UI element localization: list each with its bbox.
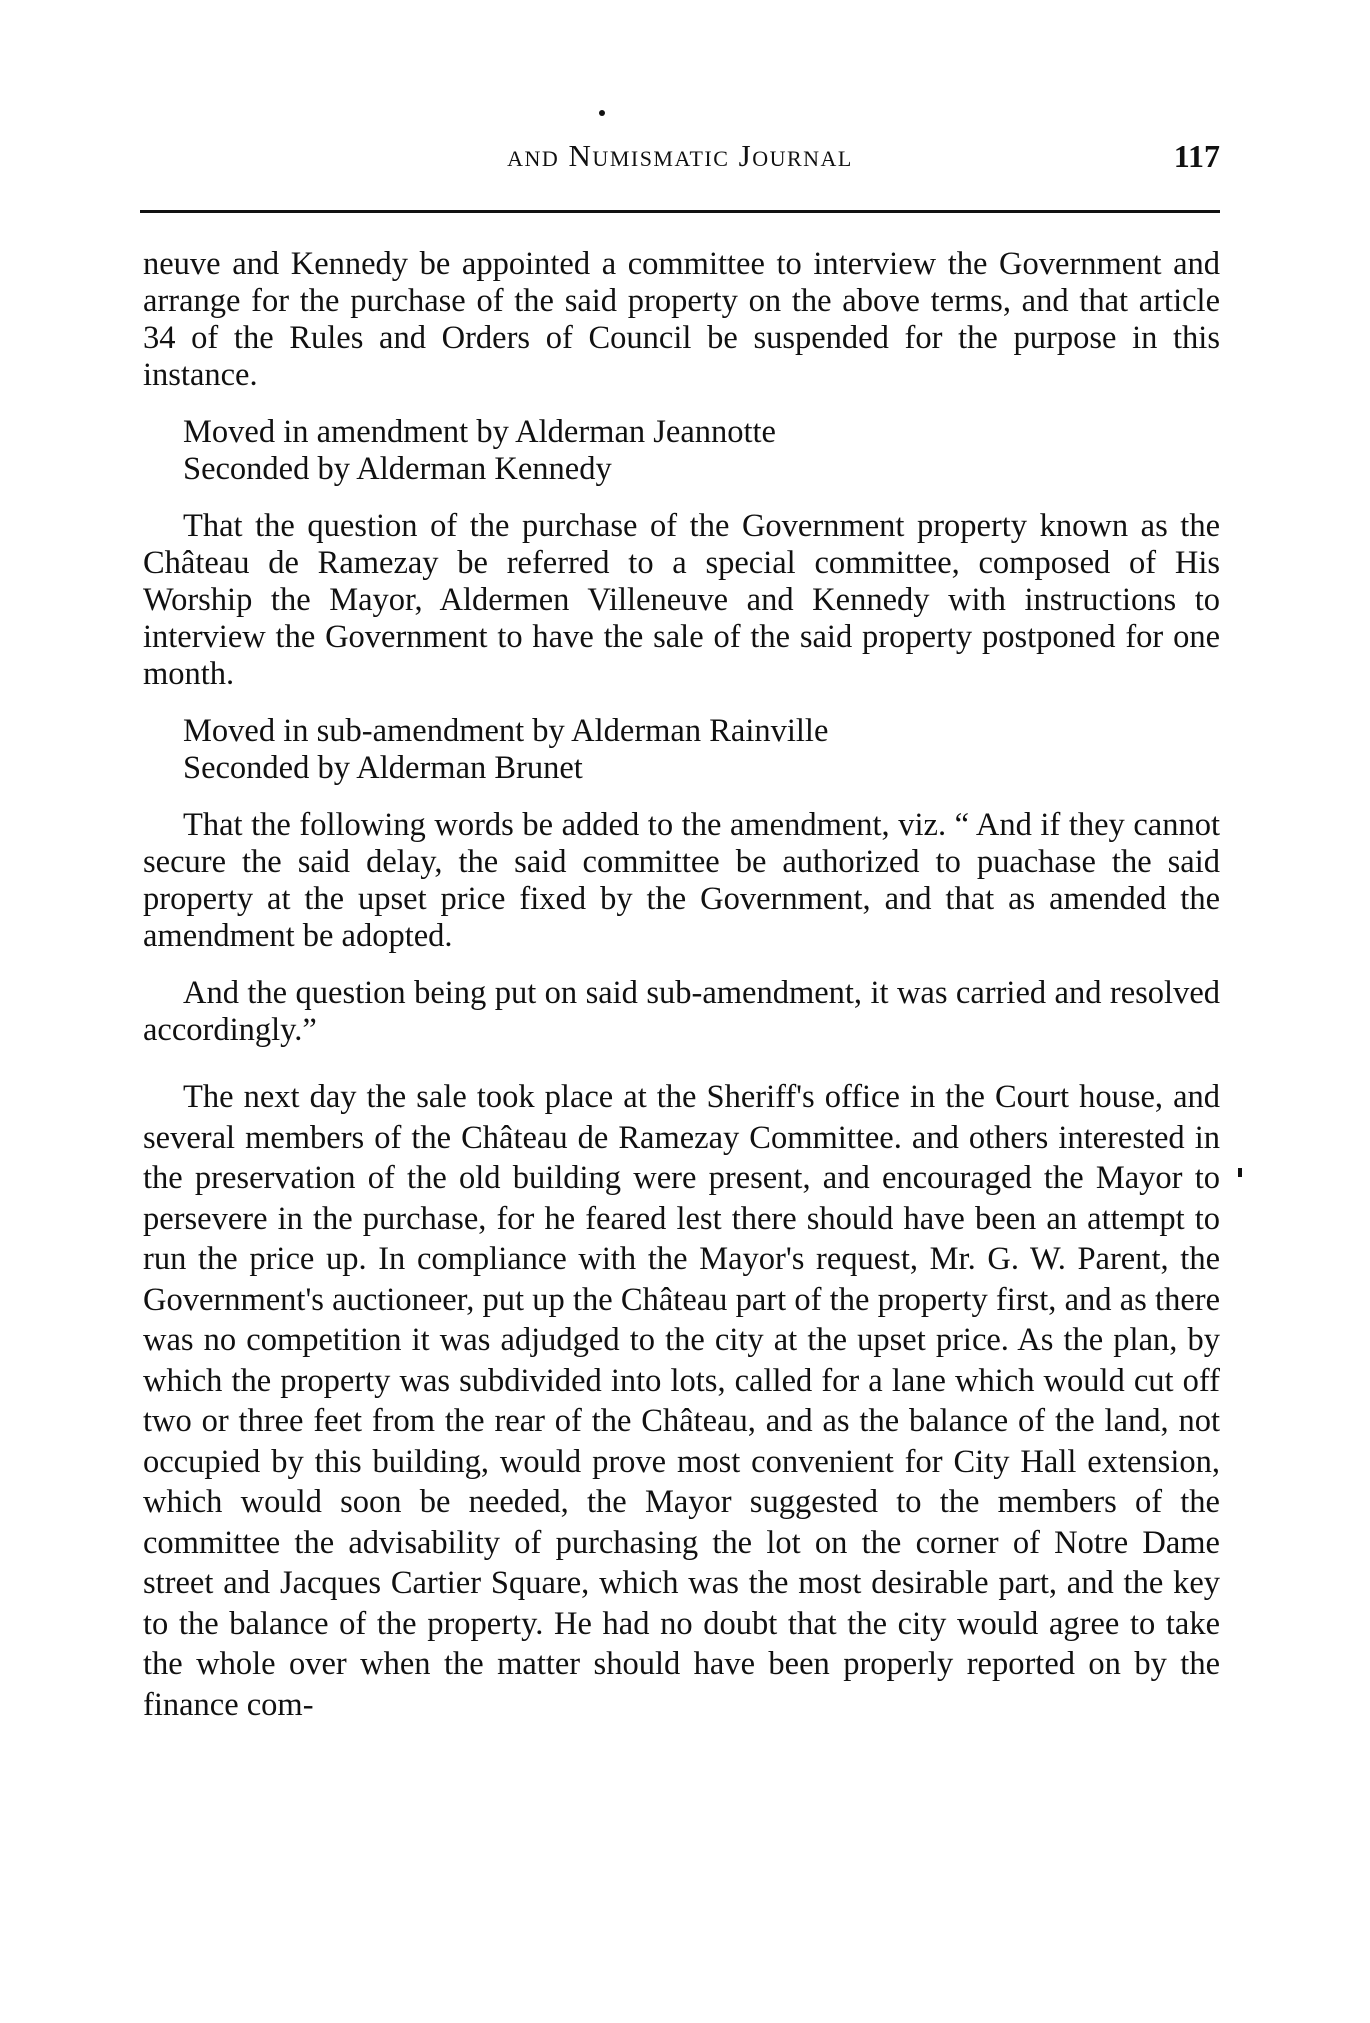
page-number: 117: [1173, 138, 1220, 174]
header-rule: [140, 210, 1220, 213]
paragraph-continued: neuve and Kennedy be appointed a committee to interview the Government and arrange for the purchase of the said property on the above terms, and that article 34 of the Rules and Orders of Council be suspended for the purpose in this instance.: [143, 246, 1220, 393]
amendment-motion: [143, 414, 1220, 488]
sub-amendment-text: That the following words be added to the amendment, viz. “ And if they cannot secure the said delay, the said committee be authorized to puachase the said property at the upset price fixed by the Government, and that as amended the amendment be adopted.: [143, 807, 1220, 954]
moved-line: Moved in amendment by Alderman Jeannotte: [183, 414, 776, 450]
running-head: and Numismatic Journal: [507, 138, 853, 173]
seconded-line: Seconded by Alderman Brunet: [183, 750, 583, 786]
sub-amendment-motion: [143, 713, 1220, 787]
page-body: [143, 246, 1220, 1725]
amendment-text: That the question of the purchase of the Government property known as the Château de Ramezay be referred to a special committee, composed of His Worship the Mayor, Aldermen Villeneuve and Kennedy with instructions to interview the Government to have the sale of the said property postponed for one month.: [143, 508, 1220, 692]
printer-mark: [599, 110, 605, 116]
page-header: [140, 138, 1220, 178]
narrative-paragraph: The next day the sale took place at the Sheriff's office in the Court house, and several members of the Château de Ramezay Committee. and others interested in the preservation of the old building were present, and encouraged the Mayor to persevere in the purchase, for he feared lest there should have been an attempt to run the price up. In compliance with the Mayor's request, Mr. G. W. Parent, the Government's auctioneer, put up the Château part of the property first, and as there was no competition it was adjudged to the city at the upset price. As the plan, by which the property was subdivided into lots, called for a lane which would cut off two or three feet from the rear of the Château, and as the balance of the land, not occupied by this building, would prove most convenient for City Hall extension, which would soon be needed, the Mayor suggested to the members of the committee the advisability of purchasing the lot on the corner of Notre Dame street and Jacques Cartier Square, which was the most desirable part, and the key to the balance of the property. He had no doubt that the city would agree to take the whole over when the matter should have been properly reported on by the finance com-: [143, 1079, 1220, 1723]
seconded-line: Seconded by Alderman Kennedy: [183, 451, 612, 487]
resolution-text: And the question being put on said sub-amendment, it was carried and resolved accordingly.”: [143, 975, 1220, 1048]
moved-line: Moved in sub-amendment by Alderman Rainville: [183, 713, 829, 749]
margin-mark: [1238, 1168, 1242, 1177]
